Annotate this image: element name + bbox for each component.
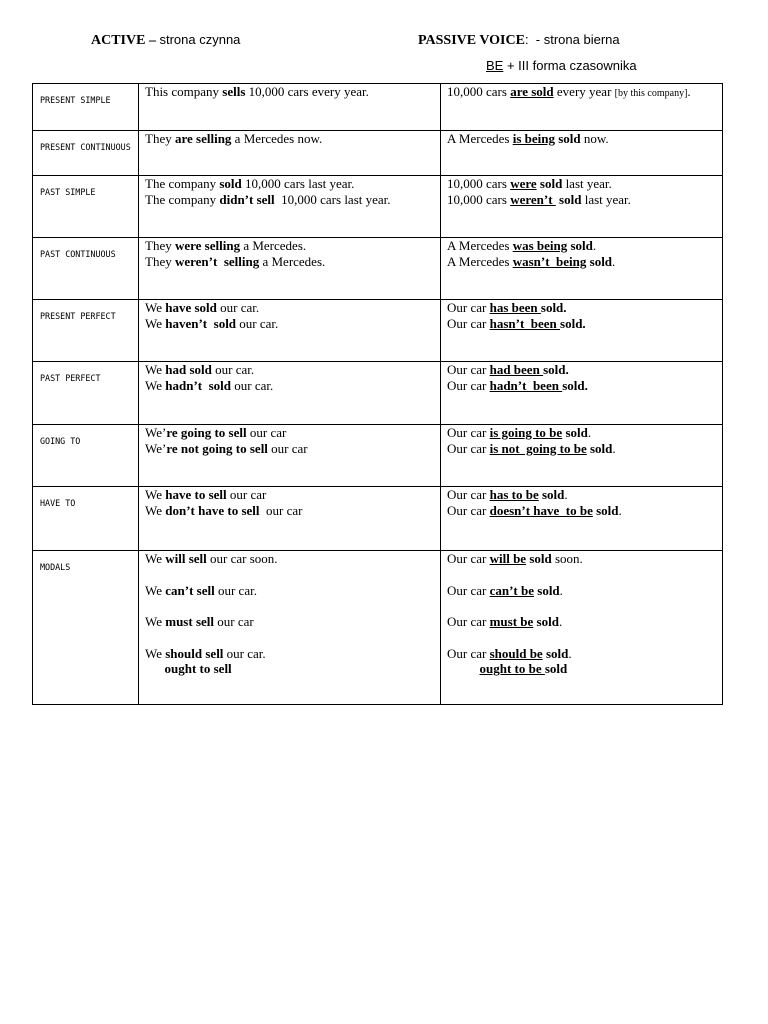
text-run: soon. bbox=[551, 551, 583, 566]
tense-label: PRESENT PERFECT bbox=[33, 300, 139, 362]
tense-label: MODALS bbox=[33, 551, 139, 705]
text-run: had been bbox=[489, 362, 544, 377]
text-run: weren’t bbox=[510, 191, 556, 207]
tense-row bbox=[33, 300, 723, 362]
text-run: sold bbox=[534, 582, 560, 598]
passive-sentence bbox=[447, 441, 716, 457]
active-sentence bbox=[145, 300, 434, 316]
text-run: sold bbox=[544, 661, 568, 676]
active-example bbox=[139, 425, 441, 487]
active-example bbox=[139, 362, 441, 425]
active-sentence bbox=[145, 316, 434, 332]
text-run: sold bbox=[538, 487, 565, 502]
passive-sentence bbox=[447, 84, 716, 102]
text-run: We bbox=[145, 377, 166, 393]
text-run: A Mercedes bbox=[447, 238, 513, 253]
text-run: 10,000 cars last year. bbox=[241, 176, 355, 191]
text-run: has to be bbox=[489, 487, 539, 502]
text-run: sold. bbox=[543, 362, 569, 377]
active-sentence bbox=[145, 176, 434, 192]
text-run: has been bbox=[489, 300, 541, 315]
passive-sentence bbox=[447, 487, 716, 503]
text-run: can’t sell bbox=[165, 582, 215, 598]
text-run: is not going to be bbox=[489, 440, 587, 456]
active-sentence bbox=[145, 131, 434, 147]
text-run: . bbox=[687, 84, 691, 99]
text-run: . bbox=[587, 425, 592, 440]
text-run: haven’t sold bbox=[165, 315, 237, 331]
text-run: 10,000 cars every year. bbox=[245, 84, 369, 99]
passive-sentence bbox=[447, 425, 716, 441]
active-sentence bbox=[145, 503, 434, 519]
text-run: . bbox=[612, 440, 616, 456]
text-run: had sold bbox=[165, 362, 212, 377]
passive-example bbox=[441, 176, 723, 238]
passive-sentence bbox=[447, 316, 716, 332]
text-run: our car soon. bbox=[206, 551, 278, 566]
text-run: : - strona bierna bbox=[524, 32, 620, 47]
active-example bbox=[139, 487, 441, 551]
passive-example bbox=[441, 84, 723, 131]
active-example bbox=[139, 131, 441, 176]
text-run: is being bbox=[512, 131, 555, 146]
tense-row bbox=[33, 551, 723, 705]
text-run: . bbox=[592, 238, 597, 253]
tense-label: GOING TO bbox=[33, 425, 139, 487]
text-run: hadn’t sold bbox=[165, 377, 231, 393]
text-run: sold bbox=[536, 176, 563, 191]
passive-sentence bbox=[447, 583, 716, 599]
text-run: . bbox=[564, 487, 568, 502]
tense-row bbox=[33, 238, 723, 300]
text-run: Our car bbox=[447, 645, 490, 661]
text-run: Our car bbox=[447, 300, 490, 315]
text-run: will sell bbox=[165, 551, 207, 566]
text-run: ought to sell bbox=[164, 661, 232, 676]
tense-row bbox=[33, 84, 723, 131]
passive-example bbox=[441, 487, 723, 551]
passive-example bbox=[441, 551, 723, 705]
passive-heading bbox=[418, 32, 620, 49]
active-sentence bbox=[145, 551, 434, 567]
text-run: 10,000 cars bbox=[447, 191, 511, 207]
active-sentence bbox=[145, 238, 434, 254]
line-gap bbox=[447, 567, 716, 583]
text-run: The company bbox=[145, 176, 220, 191]
text-run: doesn’t have to be bbox=[489, 502, 593, 518]
text-run: Our car bbox=[447, 487, 490, 502]
text-run: . bbox=[618, 502, 622, 518]
active-example bbox=[139, 300, 441, 362]
passive-sentence bbox=[447, 300, 716, 316]
text-run: must sell bbox=[165, 614, 214, 629]
line-gap bbox=[145, 630, 434, 646]
passive-sentence bbox=[447, 551, 716, 567]
active-sentence bbox=[145, 425, 434, 441]
text-run: will be bbox=[489, 551, 527, 566]
text-run: . bbox=[558, 614, 563, 629]
text-run: . bbox=[568, 645, 572, 661]
text-run: Our car bbox=[447, 425, 490, 440]
text-run: wasn’t being bbox=[512, 253, 587, 269]
passive-example bbox=[441, 300, 723, 362]
text-run: Our car bbox=[447, 551, 490, 566]
text-run: were selling bbox=[174, 238, 241, 253]
text-run: We bbox=[145, 645, 166, 661]
text-run: our car. bbox=[216, 300, 260, 315]
text-run: hadn’t been bbox=[489, 377, 563, 393]
active-sentence bbox=[145, 646, 434, 662]
text-run: Our car bbox=[447, 315, 490, 331]
active-example bbox=[139, 551, 441, 705]
passive-sentence bbox=[447, 238, 716, 254]
text-run: . bbox=[559, 582, 563, 598]
text-run bbox=[145, 661, 165, 676]
text-run: They bbox=[145, 131, 175, 146]
active-sentence bbox=[145, 614, 434, 630]
text-run: our car. bbox=[231, 377, 274, 393]
passive-sentence bbox=[447, 646, 716, 662]
text-run: Our car bbox=[447, 362, 490, 377]
passive-sentence bbox=[447, 661, 716, 677]
tense-row bbox=[33, 176, 723, 238]
active-sentence bbox=[145, 192, 434, 208]
text-run: were bbox=[510, 176, 537, 191]
tense-label: PAST CONTINUOUS bbox=[33, 238, 139, 300]
text-run: sold bbox=[592, 502, 619, 518]
line-gap bbox=[145, 598, 434, 614]
text-run: sells bbox=[222, 84, 246, 99]
text-run: are sold bbox=[510, 84, 554, 99]
passive-sentence bbox=[447, 254, 716, 270]
active-sentence bbox=[145, 362, 434, 378]
text-run: didn’t sell bbox=[219, 191, 275, 207]
text-run: We’ bbox=[145, 440, 167, 456]
text-run: 10,000 cars bbox=[447, 84, 511, 99]
text-run: our car. bbox=[223, 645, 266, 661]
text-run: Our car bbox=[447, 614, 490, 629]
active-example bbox=[139, 84, 441, 131]
text-run: BE bbox=[486, 58, 504, 73]
text-run: our car bbox=[259, 502, 303, 518]
text-run: ACTIVE bbox=[91, 33, 149, 48]
text-run: sold bbox=[554, 131, 581, 146]
text-run: They bbox=[145, 238, 175, 253]
active-example bbox=[139, 238, 441, 300]
text-run: We bbox=[145, 502, 166, 518]
text-run: hasn’t been bbox=[489, 315, 561, 331]
text-run: Our car bbox=[447, 440, 490, 456]
text-run: sold bbox=[567, 238, 593, 253]
passive-sentence bbox=[447, 362, 716, 378]
tense-row bbox=[33, 131, 723, 176]
text-run: is going to be bbox=[489, 425, 563, 440]
text-run: Our car bbox=[447, 502, 490, 518]
text-run: must be bbox=[489, 614, 534, 629]
text-run: a Mercedes. bbox=[259, 253, 326, 269]
text-run: + III forma czasownika bbox=[503, 58, 637, 73]
text-run: our car. bbox=[211, 362, 255, 377]
tense-label: HAVE TO bbox=[33, 487, 139, 551]
active-example bbox=[139, 176, 441, 238]
passive-example bbox=[441, 425, 723, 487]
text-run: We bbox=[145, 614, 166, 629]
text-run: ought to be bbox=[479, 661, 545, 676]
text-run: sold bbox=[586, 253, 613, 269]
text-run: We bbox=[145, 362, 166, 377]
text-run: We bbox=[145, 487, 166, 502]
text-run: our car bbox=[267, 440, 308, 456]
text-run: . bbox=[612, 253, 616, 269]
text-run: should sell bbox=[165, 645, 224, 661]
text-run: sold bbox=[526, 551, 552, 566]
line-gap bbox=[447, 630, 716, 646]
text-run: have sold bbox=[165, 300, 217, 315]
text-run: sold. bbox=[562, 377, 588, 393]
text-run: We bbox=[145, 315, 166, 331]
text-run: our car bbox=[226, 487, 267, 502]
tense-row bbox=[33, 362, 723, 425]
active-heading bbox=[91, 32, 240, 49]
text-run: They bbox=[145, 253, 175, 269]
text-run: should be bbox=[489, 645, 543, 661]
text-run: A Mercedes bbox=[447, 131, 513, 146]
active-sentence bbox=[145, 661, 434, 677]
text-run: We bbox=[145, 300, 166, 315]
text-run: every year bbox=[553, 84, 615, 99]
text-run: our car bbox=[246, 425, 287, 440]
text-run: can’t be bbox=[489, 582, 535, 598]
passive-example bbox=[441, 362, 723, 425]
line-gap bbox=[447, 598, 716, 614]
active-sentence bbox=[145, 441, 434, 457]
text-run: a Mercedes now. bbox=[231, 131, 323, 146]
text-run: sold. bbox=[540, 300, 567, 315]
active-sentence bbox=[145, 84, 434, 100]
text-run: now. bbox=[580, 131, 609, 146]
passive-sentence bbox=[447, 192, 716, 208]
tense-table bbox=[32, 83, 723, 705]
active-sentence bbox=[145, 378, 434, 394]
text-run: We’ bbox=[145, 425, 167, 440]
tense-label: PRESENT SIMPLE bbox=[33, 84, 139, 131]
passive-sentence bbox=[447, 176, 716, 192]
tense-row bbox=[33, 425, 723, 487]
text-run: [by this company] bbox=[614, 88, 688, 99]
text-run: sold bbox=[542, 645, 569, 661]
passive-example bbox=[441, 238, 723, 300]
text-run: The company bbox=[145, 191, 220, 207]
active-sentence bbox=[145, 583, 434, 599]
text-run: our car bbox=[214, 614, 254, 629]
text-run: – bbox=[148, 33, 160, 48]
text-run: A Mercedes bbox=[447, 253, 513, 269]
text-run: are selling bbox=[174, 131, 232, 146]
text-run: This company bbox=[145, 84, 223, 99]
text-run: our car. bbox=[236, 315, 279, 331]
line-gap bbox=[145, 567, 434, 583]
text-run: 10,000 cars bbox=[447, 176, 511, 191]
text-run: Our car bbox=[447, 582, 490, 598]
text-run: Our car bbox=[447, 377, 490, 393]
active-sentence bbox=[145, 487, 434, 503]
text-run: was being bbox=[512, 238, 568, 253]
tense-label: PAST SIMPLE bbox=[33, 176, 139, 238]
tense-label: PRESENT CONTINUOUS bbox=[33, 131, 139, 176]
text-run: re going to sell bbox=[166, 425, 247, 440]
text-run: sold bbox=[533, 614, 559, 629]
text-run: a Mercedes. bbox=[240, 238, 307, 253]
text-run: PASSIVE VOICE bbox=[418, 33, 525, 48]
text-run: weren’t selling bbox=[174, 253, 260, 269]
text-run: 10,000 cars last year. bbox=[274, 191, 391, 207]
text-run: don’t have to sell bbox=[165, 502, 260, 518]
passive-sentence bbox=[447, 378, 716, 394]
text-run: We bbox=[145, 582, 166, 598]
text-run: We bbox=[145, 551, 166, 566]
text-run: strona czynna bbox=[159, 32, 241, 47]
tense-row bbox=[33, 487, 723, 551]
text-run: re not going to sell bbox=[166, 440, 268, 456]
passive-sentence bbox=[447, 503, 716, 519]
text-run: sold. bbox=[560, 315, 586, 331]
text-run bbox=[447, 661, 480, 676]
text-run: sold bbox=[219, 176, 242, 191]
tense-label: PAST PERFECT bbox=[33, 362, 139, 425]
passive-example bbox=[441, 131, 723, 176]
text-run: have to sell bbox=[165, 487, 227, 502]
text-run: last year. bbox=[581, 191, 631, 207]
active-sentence bbox=[145, 254, 434, 270]
text-run: sold bbox=[555, 191, 582, 207]
passive-sentence bbox=[447, 614, 716, 630]
text-run: our car. bbox=[214, 582, 257, 598]
text-run: last year. bbox=[562, 176, 612, 191]
passive-sentence bbox=[447, 131, 716, 147]
passive-formula bbox=[486, 58, 637, 73]
text-run: sold bbox=[586, 440, 613, 456]
text-run: sold bbox=[562, 425, 588, 440]
